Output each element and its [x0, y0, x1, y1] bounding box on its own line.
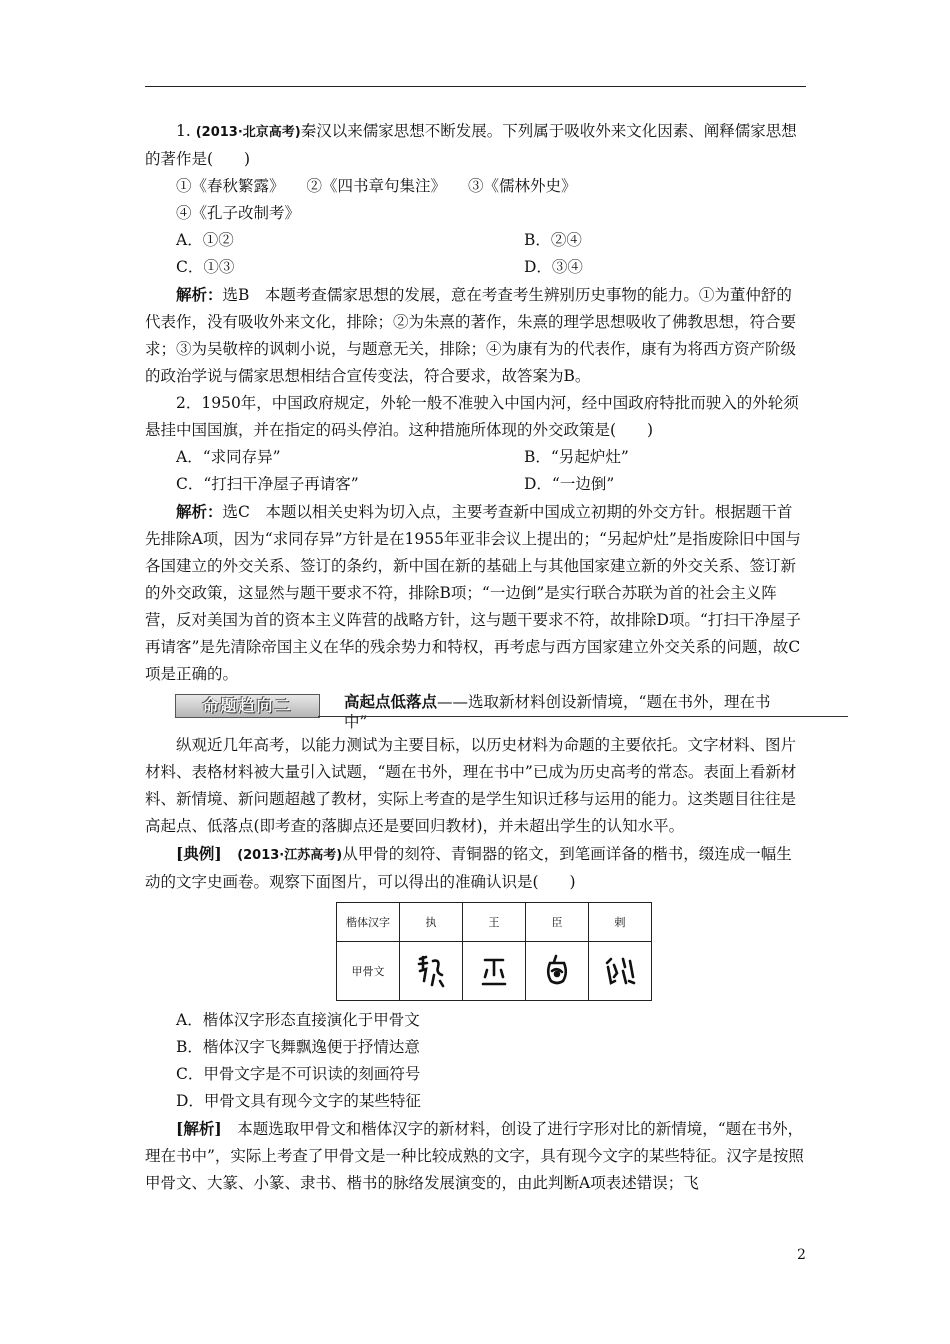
q1-item-4: ④《孔子改制考》	[176, 204, 301, 222]
q2-option-d: D．“一边倒”	[524, 475, 615, 493]
oracle-glyph-3	[526, 942, 589, 1001]
q1-item-2: ②《四书章句集注》	[306, 177, 447, 195]
oracle-zhi-icon	[416, 953, 446, 989]
table-cell-char-2: 王	[463, 903, 526, 942]
example-option-a: A．楷体汉字形态直接演化于甲骨文	[176, 1011, 420, 1029]
q2-option-c: C．“打扫干净屋子再请客”	[176, 475, 359, 493]
q1-item-3: ③《儒林外史》	[468, 177, 577, 195]
example-stem-text: 从甲骨的刻符、青铜器的铭文，到笔画详备的楷书，缀连成一幅生动的文字史画卷。观察下面图片，可以得出的准确认识是( )	[145, 845, 792, 891]
q1-items	[145, 173, 806, 200]
table-cell-char-3: 臣	[526, 903, 589, 942]
section-title-dash: ——	[437, 693, 469, 711]
oracle-chen-icon	[542, 953, 572, 989]
q1-analysis-text: 选B 本题考查儒家思想的发展，意在考查考生辨别历史事物的能力。①为董仲舒的代表作，没有吸收外来文化，排除；②为朱熹的著作，朱熹的理学思想吸收了佛教思想，符合要求；③为吴敬梓的讽刺小说，与题意无关，排除；④为康有为的代表作，康有为将西方资产阶级的政治学说与儒家思想相结合宣传变法，符合要求，故答案为B。	[145, 286, 797, 385]
q2-analysis	[145, 498, 806, 688]
q2-option-a: A．“求同存异”	[176, 448, 281, 466]
oracle-la-icon	[603, 953, 637, 989]
q2-analysis-text: 选C 本题以相关史料为切入点，主要考查新中国成立初期的外交方针。根据题干首先排除A项，因为“求同存异”方针是在1955年亚非会议上提出的；“另起炉灶”是指废除旧中国与各国建立的外交关系、签订的条约，新中国在新的基础上与其他国家建立新的外交关系、签订新的外交政策，这显然与题干要求不符，排除B项；“一边倒”是实行联合苏联为首的社会主义阵营，反对美国为首的资本主义阵营的战略方针，这与题干要求不符，故排除D项。“打扫干净屋子再请客”是先清除帝国主义在华的残余势力和特权，再考虑与西方国家建立外交关系的问题，故C项是正确的。	[145, 503, 801, 683]
example-analysis	[145, 1115, 806, 1197]
oracle-glyph-4	[589, 942, 652, 1001]
intro-paragraph: 纵观近几年高考，以能力测试为主要目标，以历史材料为命题的主要依托。文字材料、图片材料、表格材料被大量引入试题，“题在书外，理在书中”已成为历史高考的常态。表面上看新材料、新情境、新问题超越了教材，实际上考查的是学生知识迁移与运用的能力。这类题目往往是高起点、低落点(即考查的落脚点还是要回归教材)，并未超出学生的认知水平。	[145, 736, 797, 835]
table-row-kaishu	[337, 903, 652, 942]
q1-option-a: A．①②	[176, 231, 234, 249]
page-content	[145, 118, 806, 1197]
section-title-main: 高起点低落点	[344, 692, 438, 711]
example-analysis-label: [解析]	[176, 1119, 222, 1138]
table-row-oracle	[337, 942, 652, 1001]
q1-option-b: B．②④	[524, 231, 582, 249]
example-analysis-text: 本题选取甲骨文和楷体汉字的新材料，创设了进行字形对比的新情境，“题在书外，理在书中”，实际上考查了甲骨文是一种比较成熟的文字，具有现今文字的某些特征。汉字是按照甲骨文、大篆、小篆、隶书、楷书的脉络发展演变的，由此判断A项表述错误；飞	[145, 1120, 804, 1192]
table-header-kaishu: 楷体汉字	[337, 903, 400, 942]
section-title	[344, 692, 784, 732]
example-option-d: D．甲骨文具有现今文字的某些特征	[176, 1092, 421, 1110]
section-badge: 命题趋向二	[175, 694, 320, 718]
q1-options-cd	[145, 254, 806, 281]
q2-stem: 2．1950年，中国政府规定，外轮一般不准驶入中国内河，经中国政府特批而驶入的外轮须悬挂中国国旗，并在指定的码头停泊。这种措施所体现的外交政策是( )	[145, 394, 799, 439]
example-label: [典例]	[176, 844, 222, 863]
example-option-b: B．楷体汉字飞舞飘逸便于抒情达意	[176, 1038, 420, 1056]
page-number: 2	[797, 1247, 806, 1263]
character-table	[336, 902, 652, 1001]
q2-option-b: B．“另起炉灶”	[524, 448, 629, 466]
table-cell-char-4: 剌	[589, 903, 652, 942]
q1-options-ab	[145, 227, 806, 254]
example-stem	[145, 840, 806, 896]
section-heading	[145, 692, 806, 731]
q1-source: (2013·北京高考)	[195, 125, 301, 140]
q1-option-c: C．①③	[176, 258, 235, 276]
example-option-c: C．甲骨文字是不可识读的刻画符号	[176, 1065, 421, 1083]
oracle-wang-icon	[479, 953, 509, 989]
section-subtitle: 选取新材料创设新情境，“题在书外，理在书中”	[344, 693, 771, 731]
section-rule	[318, 716, 848, 717]
q1-analysis	[145, 281, 806, 390]
example-source: (2013·江苏高考)	[237, 848, 343, 863]
q1-stem-text: 秦汉以来儒家思想不断发展。下列属于吸收外来文化因素、阐释儒家思想的著作是( )	[145, 122, 797, 168]
oracle-glyph-1	[400, 942, 463, 1001]
q1-analysis-label: 解析：	[176, 285, 223, 304]
table-cell-char-1: 执	[400, 903, 463, 942]
q2-options-ab	[145, 444, 806, 471]
q1-item-1: ①《春秋繁露》	[176, 177, 285, 195]
oracle-glyph-2	[463, 942, 526, 1001]
q1-option-d: D．③④	[524, 258, 583, 276]
table-header-oracle: 甲骨文	[337, 942, 400, 1001]
q1-stem	[145, 118, 806, 173]
q2-options-cd	[145, 471, 806, 498]
q2-analysis-label: 解析：	[176, 502, 223, 521]
q1-number: 1.	[176, 122, 191, 140]
header-rule	[145, 86, 806, 87]
